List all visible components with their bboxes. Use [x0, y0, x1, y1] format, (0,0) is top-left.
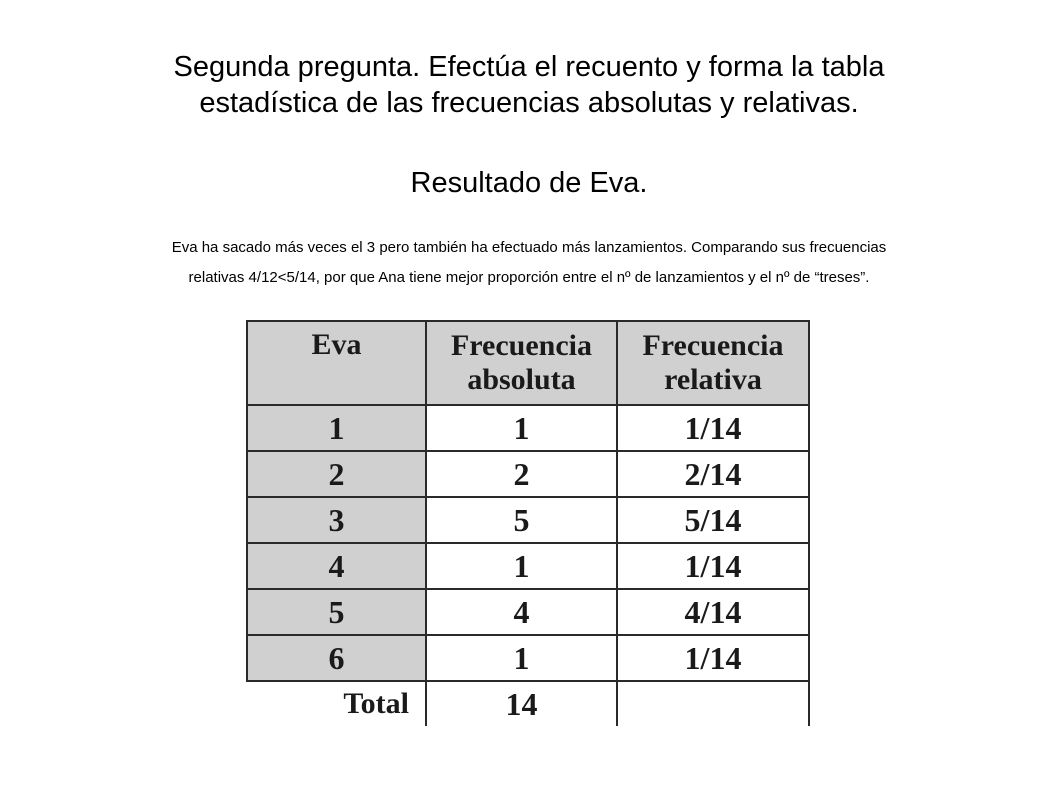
table-row [247, 405, 809, 451]
header-relative-line-2: relativa [664, 363, 762, 396]
row-relative: 1/14 [617, 635, 809, 681]
paragraph-line-2: relativas 4/12<5/14, por que Ana tiene mejor proporción entre el nº de lanzamientos y el nº de “treses”. [188, 269, 870, 286]
row-value: 1 [247, 405, 426, 451]
row-value: 3 [247, 497, 426, 543]
row-absolute: 4 [426, 589, 617, 635]
table-row [247, 635, 809, 681]
header-absolute-line-2: absoluta [467, 363, 576, 396]
row-absolute: 1 [426, 543, 617, 589]
header-absolute-line-1: Frecuencia [450, 329, 593, 362]
row-value: 6 [247, 635, 426, 681]
row-absolute: 1 [426, 405, 617, 451]
row-absolute: 5 [426, 497, 617, 543]
row-value: 4 [247, 543, 426, 589]
row-relative: 5/14 [617, 497, 809, 543]
table-row [247, 451, 809, 497]
row-relative: 2/14 [617, 451, 809, 497]
subtitle: Resultado de Eva. [410, 167, 648, 199]
row-value: 5 [247, 589, 426, 635]
total-relative [617, 681, 809, 726]
header-relative-frequency [617, 321, 809, 405]
header-eva: Eva [247, 321, 426, 405]
row-value: 2 [247, 451, 426, 497]
title-line-2: estadística de las frecuencias absolutas y relativas. [199, 87, 859, 119]
table-header-row [247, 321, 809, 405]
table-row [247, 543, 809, 589]
row-absolute: 1 [426, 635, 617, 681]
frequency-table-image [246, 320, 812, 726]
row-relative: 4/14 [617, 589, 809, 635]
table-row [247, 589, 809, 635]
row-relative: 1/14 [617, 405, 809, 451]
title-line-1: Segunda pregunta. Efectúa el recuento y forma la tabla [173, 51, 885, 83]
table-total-row [247, 681, 809, 726]
table-row [247, 497, 809, 543]
total-absolute: 14 [426, 681, 617, 726]
header-relative-line-1: Frecuencia [642, 329, 784, 362]
row-relative: 1/14 [617, 543, 809, 589]
header-absolute-frequency [426, 321, 617, 405]
paragraph-line-1: Eva ha sacado más veces el 3 pero también ha efectuado más lanzamientos. Comparando sus frecuencias [171, 239, 887, 256]
row-absolute: 2 [426, 451, 617, 497]
total-label: Total [247, 681, 426, 726]
frequency-table [246, 320, 810, 726]
